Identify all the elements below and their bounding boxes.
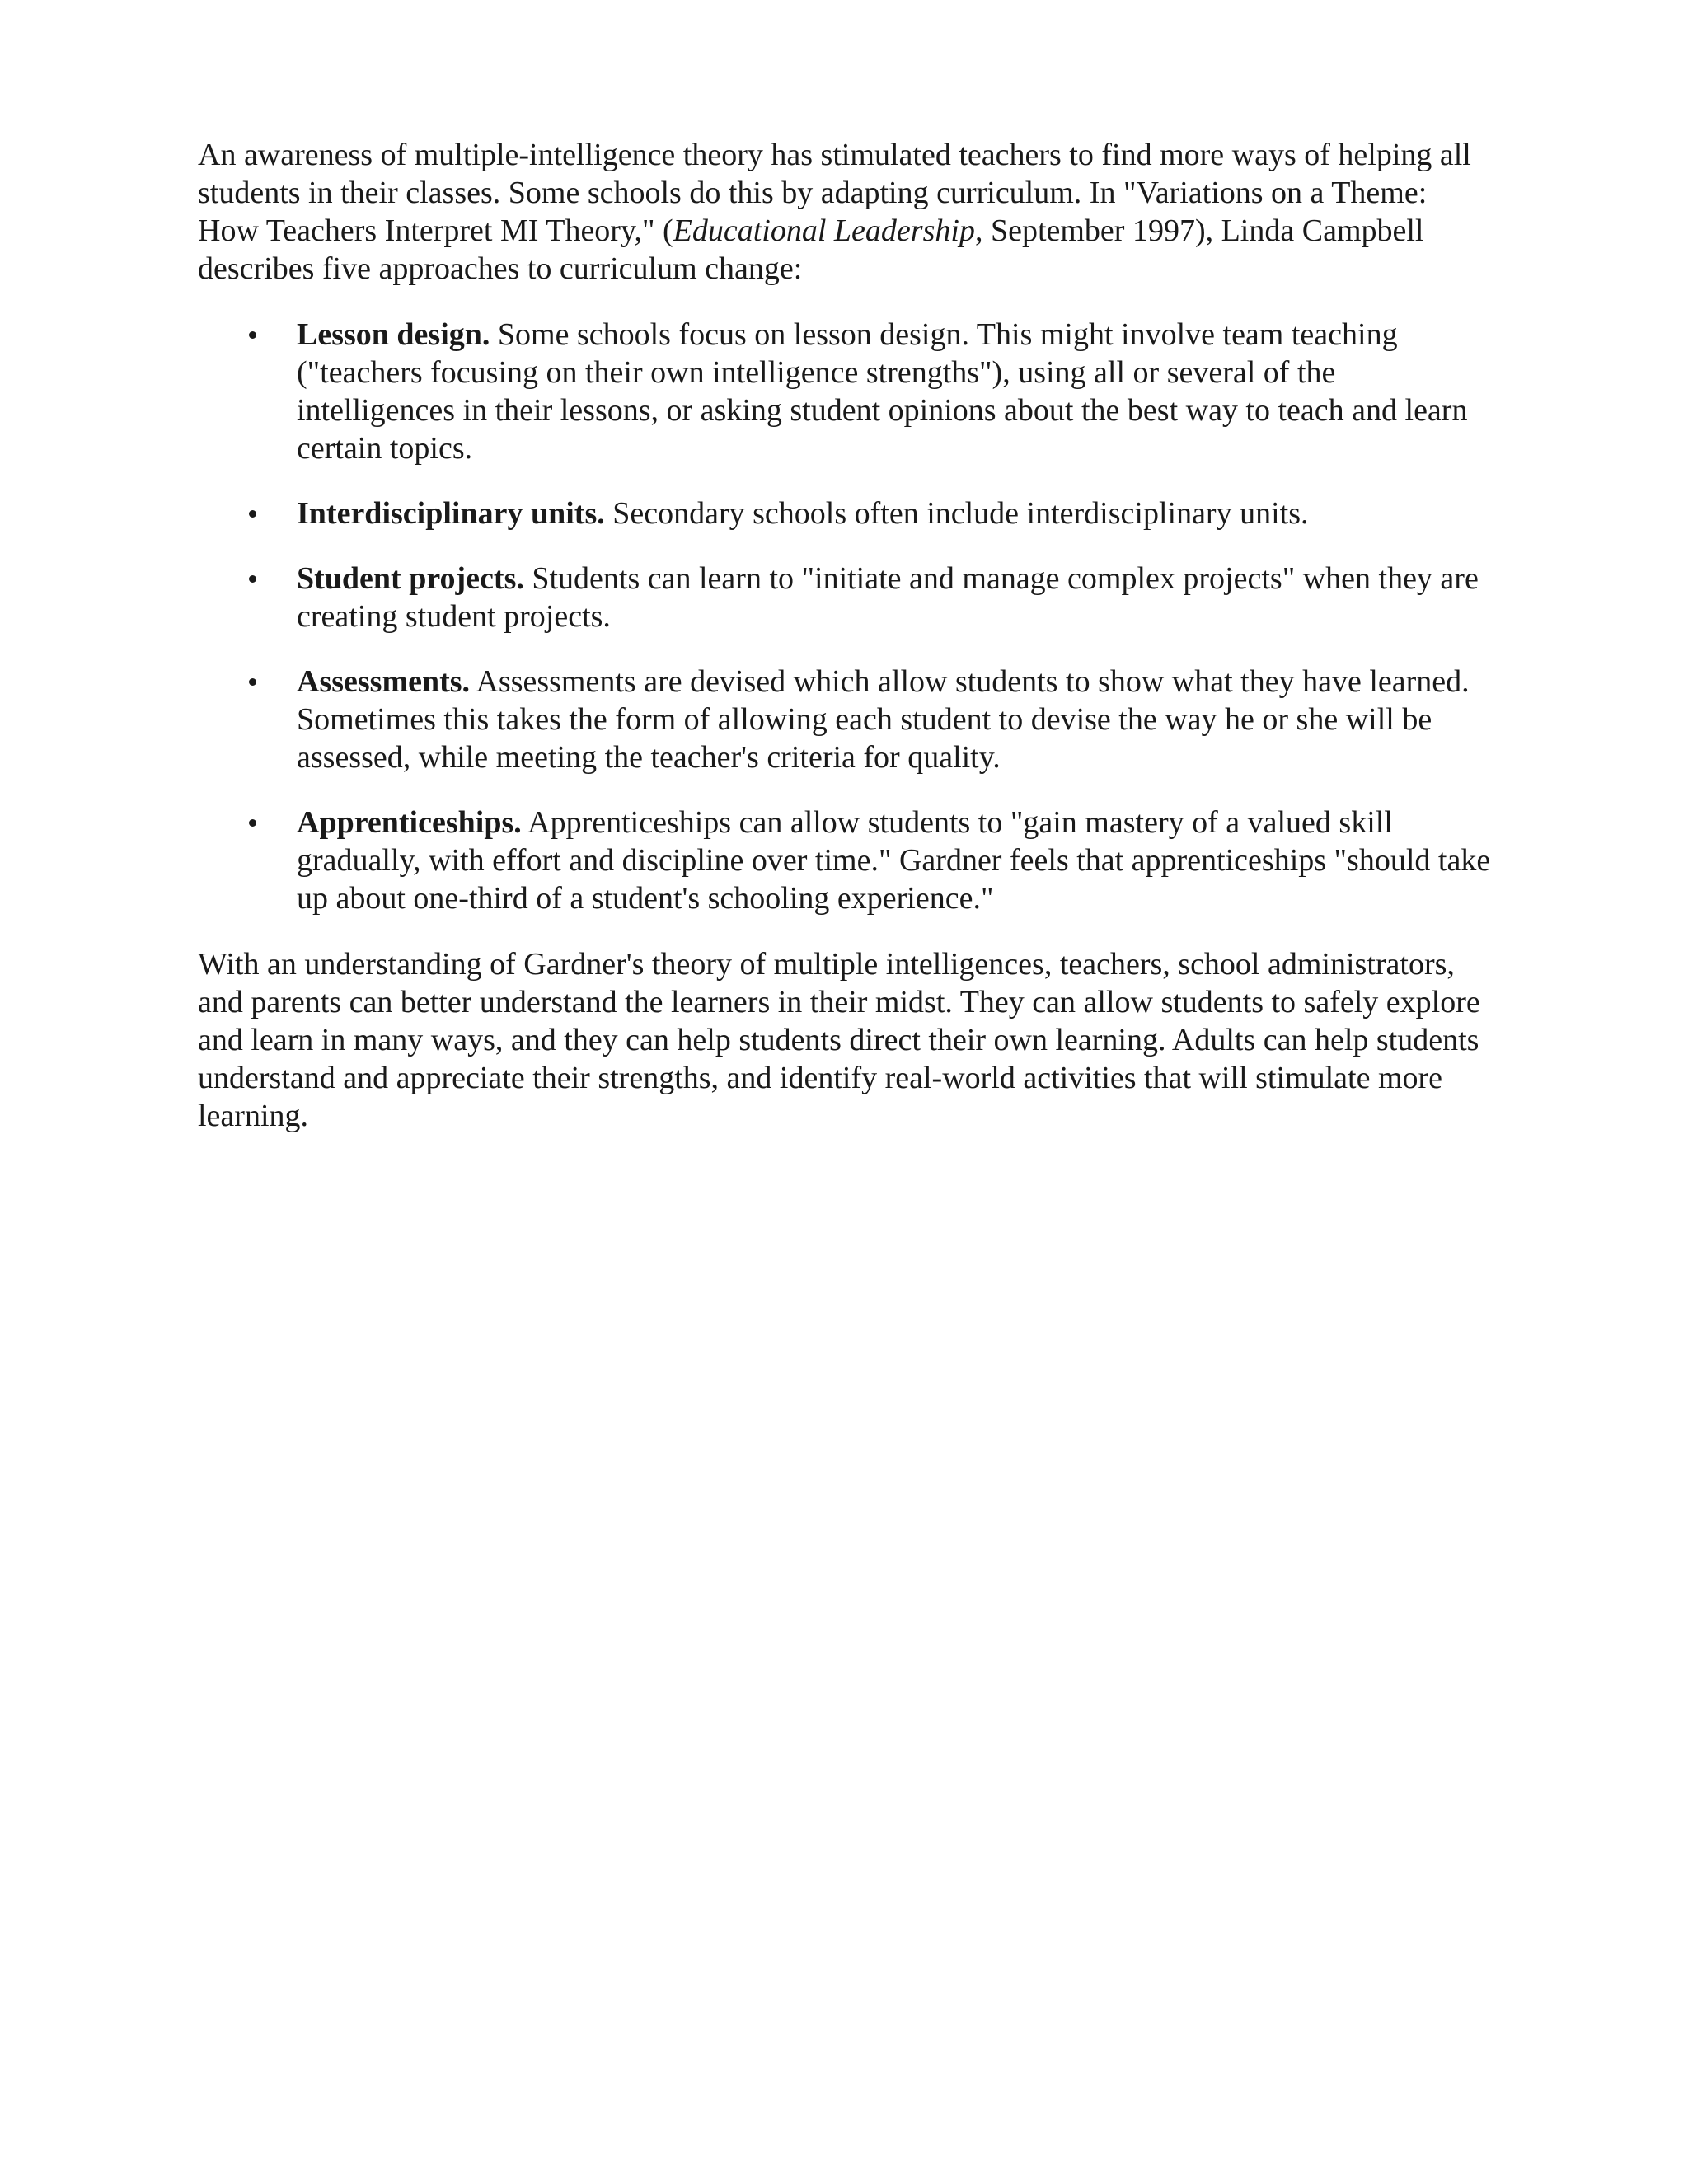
bullet-term: Apprenticeships. — [297, 805, 522, 840]
bullet-term: Lesson design. — [297, 317, 490, 352]
bullet-text: Apprenticeships can allow students to "gain mastery of a valued skill gradually, with effort and discipline over time." Gardner feels that apprenticeships "should take up about one-third of a student's schooling experience." — [297, 805, 1491, 916]
bullet-icon — [249, 510, 256, 518]
bullet-icon — [249, 678, 256, 686]
bullet-icon — [249, 575, 256, 583]
intro-text-part-2: , September 1997), Linda Campbell describes five approaches to curriculum change: — [198, 213, 1424, 286]
journal-title: Educational Leadership — [673, 213, 975, 248]
list-item-interdisciplinary-units — [198, 494, 1492, 532]
bullet-text: Some schools focus on lesson design. This might involve team teaching ("teachers focusing on their own intelligence strengths"), using all or several of the intelligences in their lessons, or asking student opinions about the best way to teach and learn certain topics. — [297, 317, 1468, 466]
approaches-list — [198, 316, 1492, 917]
list-item-student-projects — [198, 560, 1492, 635]
bullet-term: Assessments. — [297, 664, 471, 699]
bullet-term: Interdisciplinary units. — [297, 496, 605, 531]
list-item-assessments — [198, 663, 1492, 776]
bullet-text: Students can learn to "initiate and manage complex projects" when they are creating student projects. — [297, 561, 1479, 634]
bullet-text: Secondary schools often include interdisciplinary units. — [604, 496, 1309, 531]
list-item-apprenticeships — [198, 804, 1492, 917]
bullet-term: Student projects. — [297, 561, 524, 596]
bullet-icon — [249, 819, 256, 827]
closing-paragraph: With an understanding of Gardner's theory of multiple intelligences, teachers, school administrators, and parents can better understand the learners in their midst. They can allow students to safely explore and learn in many ways, and they can help students direct their own learning. Adults can help students understand and appreciate their strengths, and identify real-world activities that will stimulate more learning. — [198, 947, 1480, 1133]
intro-text-part-1: An awareness of multiple-intelligence theory has stimulated teachers to find more ways of helping all students in their classes. Some schools do this by adapting curriculum. In "Variations on a Theme: How Teachers Interpret MI Theory," ( — [198, 138, 1471, 248]
intro-paragraph — [198, 136, 1492, 288]
bullet-text: Assessments are devised which allow students to show what they have learned. Sometimes this takes the form of allowing each student to devise the way he or she will be assessed, while meeting the teacher's criteria for quality. — [297, 664, 1470, 775]
bullet-icon — [249, 331, 256, 339]
document-page — [198, 136, 1492, 1135]
list-item-lesson-design — [198, 316, 1492, 467]
